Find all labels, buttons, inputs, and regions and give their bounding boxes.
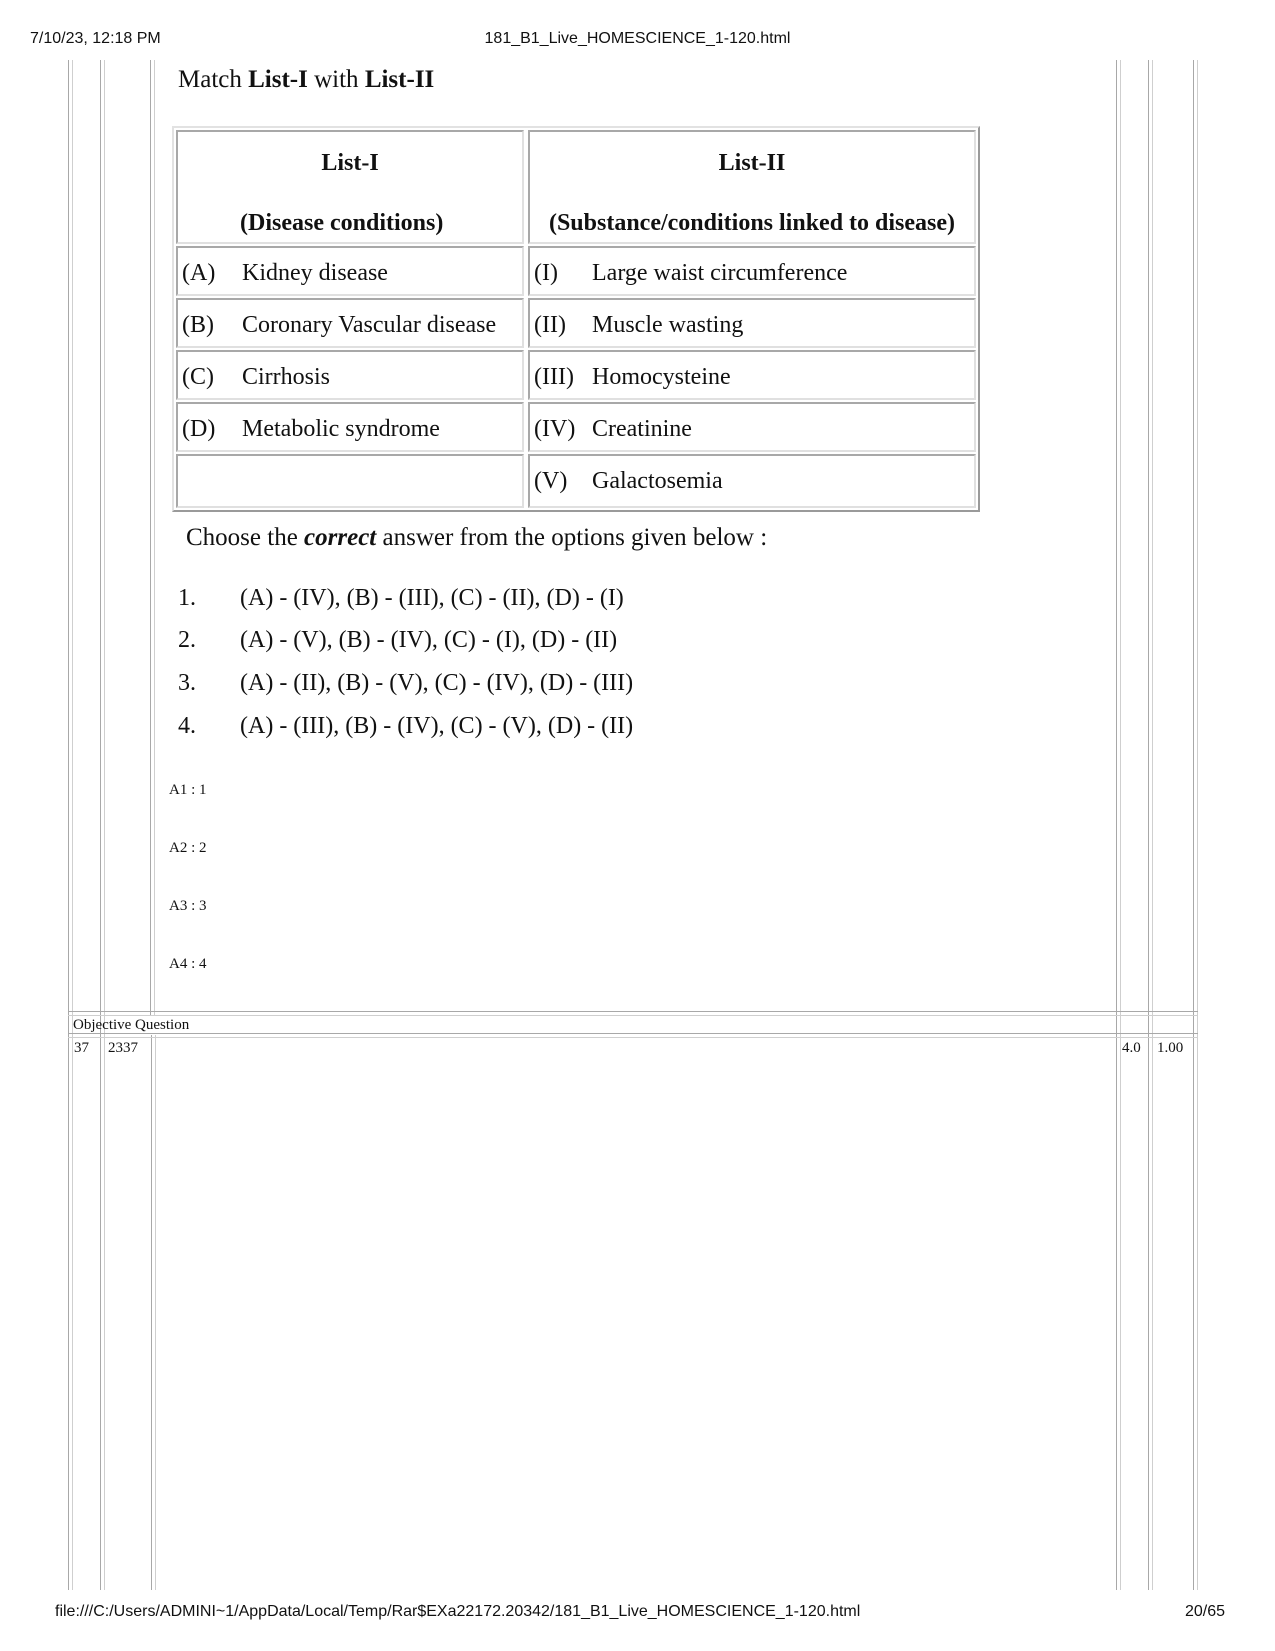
answer-label: A4 : 4 <box>169 956 207 972</box>
instruction-before: Choose the <box>186 524 298 551</box>
table-row-right <box>528 454 976 508</box>
print-datetime: 7/10/23, 12:18 PM <box>30 30 161 47</box>
right-text: Galactosemia <box>592 468 723 494</box>
stem-list1: List-I <box>248 66 308 93</box>
list2-header-cell <box>528 130 976 244</box>
option-number: 1. <box>178 585 196 611</box>
instruction <box>186 524 767 552</box>
right-key: (IV) <box>534 416 576 442</box>
table-row-right <box>528 402 976 452</box>
list1-header-cell <box>176 130 524 244</box>
answer-label: A1 : 1 <box>169 782 207 798</box>
stem-prefix: Match <box>178 66 242 93</box>
right-key: (I) <box>534 260 558 286</box>
list1-subheading: (Disease conditions) <box>240 210 444 236</box>
answer-label: A2 : 2 <box>169 840 207 856</box>
question-stem <box>178 66 434 94</box>
marks-value: 4.0 <box>1122 1040 1141 1056</box>
right-text: Large waist circumference <box>592 260 848 286</box>
list1-heading: List-I <box>321 150 379 176</box>
right-key: (II) <box>534 312 566 338</box>
stem-with: with <box>314 66 359 93</box>
option-text: (A) - (III), (B) - (IV), (C) - (V), (D) - (II) <box>240 713 634 739</box>
print-page-title: 181_B1_Live_HOMESCIENCE_1-120.html <box>484 30 791 47</box>
table-row-left <box>176 298 524 348</box>
table-row-left <box>176 350 524 400</box>
option-item <box>178 713 196 740</box>
right-text: Homocysteine <box>592 364 731 390</box>
table-row-left <box>176 402 524 452</box>
option-number: 3. <box>178 670 196 696</box>
left-text: Metabolic syndrome <box>242 416 440 442</box>
left-key: (A) <box>182 260 216 286</box>
list2-heading: List-II <box>718 150 786 176</box>
option-number: 4. <box>178 713 196 739</box>
table-row-right <box>528 298 976 348</box>
option-item <box>178 585 196 612</box>
table-row-left <box>176 454 524 508</box>
right-text: Creatinine <box>592 416 692 442</box>
print-page-number: 20/65 <box>1185 1603 1226 1620</box>
instruction-after: answer from the options given below : <box>382 524 768 551</box>
option-item <box>178 670 196 697</box>
left-text: Coronary Vascular disease <box>242 312 497 338</box>
table-row-right <box>528 246 976 296</box>
right-text: Muscle wasting <box>592 312 744 338</box>
option-text: (A) - (V), (B) - (IV), (C) - (I), (D) - (II) <box>240 627 618 653</box>
left-key: (B) <box>182 312 214 338</box>
table-row-left <box>176 246 524 296</box>
serial-number: 37 <box>74 1040 89 1056</box>
option-number: 2. <box>178 627 196 653</box>
question-type-label: Objective Question <box>73 1017 190 1033</box>
left-key: (D) <box>182 416 216 442</box>
option-text: (A) - (IV), (B) - (III), (C) - (II), (D) - (I) <box>240 585 624 611</box>
stem-list2: List-II <box>364 66 435 93</box>
option-text: (A) - (II), (B) - (V), (C) - (IV), (D) - (III) <box>240 670 634 696</box>
list2-subheading: (Substance/conditions linked to disease) <box>548 210 956 236</box>
option-item <box>178 627 196 654</box>
table-row-right <box>528 350 976 400</box>
right-key: (V) <box>534 468 568 494</box>
left-text: Kidney disease <box>242 260 388 286</box>
negative-marks-value: 1.00 <box>1157 1040 1184 1056</box>
right-key: (III) <box>534 364 574 390</box>
question-id: 2337 <box>108 1040 138 1056</box>
print-file-path: file:///C:/Users/ADMINI~1/AppData/Local/Temp/Rar$EXa22172.20342/181_B1_Live_HOMESCIENCE_1-120.html <box>55 1603 861 1620</box>
left-text: Cirrhosis <box>242 364 331 390</box>
answer-label: A3 : 3 <box>169 898 207 914</box>
instruction-emphasis: correct <box>304 524 377 551</box>
left-key: (C) <box>182 364 214 390</box>
